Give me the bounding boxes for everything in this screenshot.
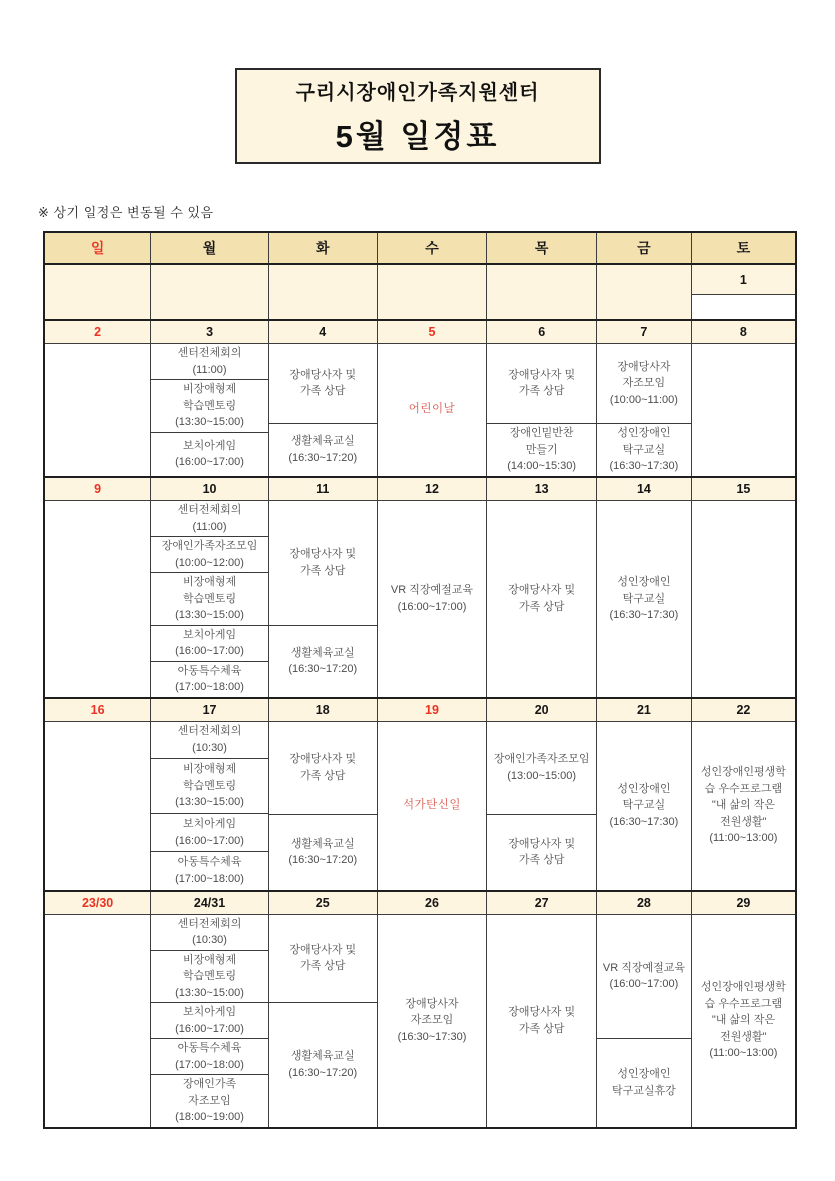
day-cell-content bbox=[487, 501, 596, 697]
event-line: 성인장애인 bbox=[617, 576, 671, 588]
event-line: 생활체육교실 bbox=[290, 837, 355, 850]
date-cell: 10 bbox=[151, 477, 269, 501]
event-block bbox=[597, 423, 691, 476]
day-cell bbox=[691, 914, 796, 1128]
event-block bbox=[151, 661, 268, 697]
day-cell bbox=[44, 721, 151, 891]
event-line: VR 직장예절교육 bbox=[602, 961, 685, 974]
event-line: 전원생활" bbox=[720, 1030, 767, 1043]
day-cell-content bbox=[487, 915, 596, 1127]
event-line: 센터전체회의 bbox=[177, 917, 242, 930]
event-line: 장애당사자 bbox=[617, 360, 671, 373]
day-cell-content bbox=[692, 344, 795, 476]
event-line: 탁구교실 bbox=[622, 592, 666, 605]
day-cell bbox=[268, 344, 377, 478]
event-line: (11:00) bbox=[192, 363, 227, 376]
day-cell-content bbox=[151, 295, 268, 320]
event-line: 탁구교실 bbox=[622, 443, 666, 456]
day-cell-content bbox=[487, 344, 596, 476]
event-line: (17:00~18:00) bbox=[175, 872, 244, 885]
date-cell: 29 bbox=[691, 891, 796, 915]
date-cell: 21 bbox=[597, 698, 692, 722]
event-block bbox=[269, 423, 377, 476]
date-cell: 2 bbox=[44, 320, 151, 344]
day-cell-content bbox=[378, 501, 487, 697]
date-row bbox=[44, 698, 796, 722]
event-line: (10:30) bbox=[192, 934, 227, 946]
event-line: 장애당사자 및 bbox=[508, 1006, 576, 1018]
date-cell bbox=[377, 264, 487, 295]
event-line: (16:00~17:00) bbox=[609, 978, 679, 991]
event-block bbox=[692, 763, 795, 848]
day-cell bbox=[377, 295, 487, 321]
holiday-label bbox=[378, 400, 487, 419]
date-cell: 5 bbox=[377, 320, 487, 344]
event-line: (16:30~17:30) bbox=[609, 460, 679, 473]
page-title: 5월 일정표 bbox=[335, 119, 500, 154]
day-cell bbox=[691, 721, 796, 891]
day-cell-content bbox=[487, 722, 596, 890]
event-block bbox=[597, 780, 691, 832]
event-line: 가족 상담 bbox=[299, 769, 346, 782]
event-block bbox=[597, 573, 691, 625]
date-cell bbox=[151, 264, 269, 295]
date-cell: 20 bbox=[487, 698, 597, 722]
date-cell: 3 bbox=[151, 320, 269, 344]
day-cell-content bbox=[269, 344, 377, 476]
event-line: 학습멘토링 bbox=[182, 592, 237, 605]
dow-header-일: 일 bbox=[44, 232, 151, 264]
day-cell-content bbox=[45, 295, 150, 320]
day-cell bbox=[44, 501, 151, 698]
date-cell: 18 bbox=[268, 698, 377, 722]
events-row bbox=[44, 501, 796, 698]
event-line: 성인장애인 bbox=[617, 782, 671, 795]
event-line: (16:30~17:30) bbox=[397, 1030, 467, 1043]
event-line: (16:00~17:00) bbox=[175, 1022, 244, 1035]
day-cell-content bbox=[692, 915, 795, 1127]
event-line: (11:00) bbox=[192, 520, 227, 533]
event-block bbox=[487, 814, 596, 890]
date-cell: 12 bbox=[377, 477, 487, 501]
event-block bbox=[487, 423, 596, 476]
day-cell bbox=[377, 721, 487, 891]
day-cell-content bbox=[45, 915, 150, 1127]
event-line: (16:00~17:00) bbox=[175, 456, 244, 469]
date-cell: 19 bbox=[377, 698, 487, 722]
event-block bbox=[151, 536, 268, 572]
event-block bbox=[269, 625, 377, 697]
event-line: (16:30~17:20) bbox=[288, 1066, 358, 1079]
event-block bbox=[151, 379, 268, 432]
date-cell bbox=[597, 264, 692, 295]
day-cell bbox=[597, 344, 692, 478]
event-line: 어린이날 bbox=[408, 403, 456, 416]
date-cell bbox=[268, 264, 377, 295]
event-block bbox=[269, 814, 377, 890]
event-line: (14:00~15:30) bbox=[507, 460, 577, 473]
event-line: 가족 상담 bbox=[299, 960, 346, 973]
day-cell-content bbox=[487, 295, 596, 320]
event-block bbox=[487, 1003, 596, 1038]
event-line: (11:00~13:00) bbox=[709, 1047, 778, 1060]
day-cell bbox=[268, 914, 377, 1128]
event-line: (10:30) bbox=[192, 741, 227, 754]
event-line: (17:00~18:00) bbox=[175, 1058, 244, 1071]
day-cell bbox=[44, 914, 151, 1128]
event-line: 비장애형제 bbox=[182, 576, 237, 588]
day-cell-content bbox=[269, 501, 377, 697]
day-cell bbox=[691, 501, 796, 698]
day-cell-content bbox=[597, 722, 691, 890]
event-line: "내 삶의 작은 bbox=[711, 1014, 775, 1027]
event-line: 가족 상담 bbox=[518, 854, 565, 867]
events-row bbox=[44, 344, 796, 478]
events-row bbox=[44, 721, 796, 891]
event-line: (10:00~12:00) bbox=[175, 556, 244, 569]
event-block bbox=[487, 581, 596, 616]
event-line: (16:30~17:30) bbox=[609, 815, 679, 828]
day-cell bbox=[151, 295, 269, 321]
event-block bbox=[269, 501, 377, 625]
day-cell bbox=[487, 721, 597, 891]
date-cell: 24/31 bbox=[151, 891, 269, 915]
event-block bbox=[597, 915, 691, 1039]
day-cell-content bbox=[692, 295, 795, 319]
events-row bbox=[44, 295, 796, 321]
dow-header-화: 화 bbox=[268, 232, 377, 264]
day-cell bbox=[597, 914, 692, 1128]
event-line: (13:30~15:00) bbox=[175, 796, 244, 809]
schedule-note: ※ 상기 일정은 변동될 수 있음 bbox=[38, 205, 214, 220]
event-line: (16:30~17:20) bbox=[288, 663, 358, 675]
date-cell: 16 bbox=[44, 698, 151, 722]
event-line: 센터전체회의 bbox=[177, 504, 242, 516]
dow-header-월: 월 bbox=[151, 232, 269, 264]
event-line: 탁구교실휴강 bbox=[612, 1084, 676, 1097]
event-line: (13:30~15:00) bbox=[175, 416, 244, 428]
event-line: 전원생활" bbox=[720, 815, 767, 828]
day-cell bbox=[44, 344, 151, 478]
event-line: (16:00~17:00) bbox=[397, 600, 467, 613]
event-line: (16:30~17:20) bbox=[288, 451, 358, 464]
event-line: 장애당사자 및 bbox=[289, 753, 357, 766]
event-line: 센터전체회의 bbox=[177, 725, 242, 738]
event-line: 자조모임 bbox=[188, 1094, 231, 1107]
day-cell-content bbox=[45, 722, 150, 890]
day-cell bbox=[691, 295, 796, 321]
event-block bbox=[269, 344, 377, 423]
event-line: 장애인가족 bbox=[182, 1078, 237, 1090]
day-cell-content bbox=[692, 722, 795, 890]
event-line: (16:00~17:00) bbox=[175, 834, 244, 847]
event-line: 가족 상담 bbox=[518, 385, 565, 398]
event-line: 학습멘토링 bbox=[182, 779, 237, 792]
event-line: 장애당사자 및 bbox=[508, 368, 576, 381]
dow-header-수: 수 bbox=[377, 232, 487, 264]
event-line: 생활체육교실 bbox=[290, 646, 355, 659]
event-line: 아동특수체육 bbox=[177, 1042, 242, 1054]
date-cell: 1 bbox=[691, 264, 796, 295]
day-cell-content bbox=[269, 295, 377, 320]
event-block bbox=[151, 950, 268, 1003]
event-line: (16:30~17:20) bbox=[288, 854, 358, 867]
date-row bbox=[44, 320, 796, 344]
day-cell-content bbox=[45, 501, 150, 697]
day-cell bbox=[44, 295, 151, 321]
event-block bbox=[378, 995, 487, 1047]
title-box bbox=[235, 68, 601, 164]
event-block bbox=[269, 915, 377, 1002]
event-block bbox=[487, 344, 596, 423]
event-block bbox=[692, 978, 795, 1063]
day-cell bbox=[151, 501, 269, 698]
event-block bbox=[151, 501, 268, 536]
calendar-table bbox=[43, 231, 797, 1129]
day-cell bbox=[597, 501, 692, 698]
event-line: 보치아게임 bbox=[182, 628, 237, 641]
event-line: 장애당사자 bbox=[405, 997, 459, 1010]
day-cell-content bbox=[151, 344, 268, 476]
events-row bbox=[44, 914, 796, 1128]
event-line: 생활체육교실 bbox=[290, 435, 355, 448]
event-line: (10:00~11:00) bbox=[609, 393, 678, 406]
day-cell-content bbox=[45, 344, 150, 476]
event-line: (13:00~15:00) bbox=[507, 769, 577, 782]
event-line: 센터전체회의 bbox=[177, 347, 242, 359]
day-cell-content bbox=[269, 722, 377, 890]
event-line: 학습멘토링 bbox=[182, 970, 237, 982]
event-line: 가족 상담 bbox=[299, 564, 346, 577]
day-cell bbox=[377, 344, 487, 478]
day-cell bbox=[268, 721, 377, 891]
event-block bbox=[151, 758, 268, 813]
event-block bbox=[151, 572, 268, 625]
event-line: 비장애형제 bbox=[182, 763, 237, 776]
day-cell bbox=[487, 295, 597, 321]
date-cell: 28 bbox=[597, 891, 692, 915]
date-cell: 26 bbox=[377, 891, 487, 915]
event-line: 장애당사자 및 bbox=[289, 943, 357, 956]
event-line: 성인장애인 bbox=[617, 427, 671, 440]
day-cell-content bbox=[378, 915, 487, 1127]
day-cell-content bbox=[692, 501, 795, 697]
event-line: (11:00~13:00) bbox=[709, 832, 778, 845]
event-line: 습 우수프로그램 bbox=[704, 997, 783, 1010]
event-block bbox=[151, 1038, 268, 1074]
event-block bbox=[269, 722, 377, 814]
event-line: 비장애형제 bbox=[182, 383, 237, 395]
event-line: (17:00~18:00) bbox=[175, 681, 244, 693]
day-cell-content bbox=[378, 344, 487, 476]
day-cell bbox=[151, 914, 269, 1128]
event-line: 장애인가족자조모임 bbox=[161, 540, 258, 552]
day-cell bbox=[268, 501, 377, 698]
date-row bbox=[44, 477, 796, 501]
date-cell bbox=[487, 264, 597, 295]
day-cell-content bbox=[378, 722, 487, 890]
dow-header-금: 금 bbox=[597, 232, 692, 264]
event-line: 석가탄신일 bbox=[402, 798, 461, 811]
event-line: 아동특수체육 bbox=[177, 664, 242, 677]
date-row bbox=[44, 891, 796, 915]
event-line: 자조모임 bbox=[622, 377, 666, 390]
event-line: (16:00~17:00) bbox=[175, 645, 244, 657]
day-cell-content bbox=[597, 501, 691, 697]
event-line: 가족 상담 bbox=[518, 600, 565, 613]
dow-header-토: 토 bbox=[691, 232, 796, 264]
event-line: 가족 상담 bbox=[518, 1022, 565, 1035]
day-cell-content bbox=[151, 501, 268, 697]
event-block bbox=[151, 915, 268, 950]
date-row bbox=[44, 264, 796, 295]
org-name: 구리시장애인가족지원센터 bbox=[295, 82, 540, 104]
event-line: 보치아게임 bbox=[182, 818, 237, 831]
date-cell: 9 bbox=[44, 477, 151, 501]
event-line: 자조모임 bbox=[410, 1014, 454, 1027]
event-block bbox=[151, 1074, 268, 1127]
event-line: 습 우수프로그램 bbox=[704, 782, 783, 795]
event-block bbox=[151, 851, 268, 890]
event-line: 탁구교실 bbox=[622, 799, 666, 812]
event-line: 만들기 bbox=[525, 443, 558, 456]
event-line: 가족 상담 bbox=[299, 385, 346, 398]
day-cell bbox=[691, 344, 796, 478]
date-cell bbox=[44, 264, 151, 295]
date-cell: 25 bbox=[268, 891, 377, 915]
day-cell bbox=[487, 501, 597, 698]
day-cell bbox=[487, 914, 597, 1128]
day-of-week-row bbox=[44, 232, 796, 264]
day-cell-content bbox=[597, 295, 691, 320]
event-line: (13:30~15:00) bbox=[175, 609, 244, 621]
event-line: (13:30~15:00) bbox=[175, 986, 244, 999]
date-cell: 11 bbox=[268, 477, 377, 501]
dow-header-목: 목 bbox=[487, 232, 597, 264]
date-cell: 15 bbox=[691, 477, 796, 501]
date-cell: 27 bbox=[487, 891, 597, 915]
date-cell: 8 bbox=[691, 320, 796, 344]
event-line: VR 직장예절교육 bbox=[390, 584, 474, 597]
day-cell bbox=[151, 344, 269, 478]
date-cell: 4 bbox=[268, 320, 377, 344]
event-block bbox=[151, 813, 268, 851]
date-cell: 22 bbox=[691, 698, 796, 722]
day-cell-content bbox=[151, 722, 268, 890]
event-line: "내 삶의 작은 bbox=[711, 799, 775, 812]
date-cell: 13 bbox=[487, 477, 597, 501]
event-block bbox=[597, 1038, 691, 1126]
event-block bbox=[597, 344, 691, 423]
holiday-label bbox=[378, 796, 487, 815]
day-cell-content bbox=[378, 295, 487, 320]
date-cell: 23/30 bbox=[44, 891, 151, 915]
event-block bbox=[151, 625, 268, 661]
day-cell bbox=[597, 721, 692, 891]
event-line: 성인장애인 bbox=[617, 1068, 671, 1081]
date-cell: 6 bbox=[487, 320, 597, 344]
day-cell-content bbox=[269, 915, 377, 1127]
event-block bbox=[487, 722, 596, 814]
event-line: (16:30~17:30) bbox=[609, 609, 679, 621]
date-cell: 7 bbox=[597, 320, 692, 344]
event-line: (18:00~19:00) bbox=[175, 1111, 244, 1123]
event-line: 장애인밑반찬 bbox=[509, 427, 574, 440]
day-cell-content bbox=[597, 915, 691, 1127]
event-line: 장애당사자 및 bbox=[508, 837, 576, 850]
event-line: 생활체육교실 bbox=[290, 1050, 355, 1063]
day-cell bbox=[597, 295, 692, 321]
day-cell-content bbox=[597, 344, 691, 476]
event-line: 학습멘토링 bbox=[182, 399, 237, 412]
event-block bbox=[151, 722, 268, 759]
event-block bbox=[269, 1002, 377, 1127]
event-block bbox=[151, 344, 268, 379]
event-line: 아동특수체육 bbox=[177, 856, 242, 869]
event-line: 장애당사자 및 bbox=[289, 548, 357, 561]
event-line: 보치아게임 bbox=[182, 1006, 237, 1018]
day-cell-content bbox=[151, 915, 268, 1127]
day-cell bbox=[377, 914, 487, 1128]
event-line: 성인장애인평생학 bbox=[700, 981, 786, 994]
event-line: 장애인가족자조모임 bbox=[493, 753, 590, 766]
event-block bbox=[151, 1002, 268, 1038]
event-line: 장애당사자 및 bbox=[289, 368, 357, 381]
day-cell bbox=[377, 501, 487, 698]
event-block bbox=[378, 581, 487, 616]
event-block bbox=[151, 432, 268, 477]
day-cell bbox=[487, 344, 597, 478]
event-line: 보치아게임 bbox=[182, 439, 237, 452]
day-cell bbox=[151, 721, 269, 891]
date-cell: 14 bbox=[597, 477, 692, 501]
day-cell bbox=[268, 295, 377, 321]
event-line: 장애당사자 및 bbox=[508, 584, 576, 597]
date-cell: 17 bbox=[151, 698, 269, 722]
event-line: 성인장애인평생학 bbox=[700, 766, 786, 779]
event-line: 비장애형제 bbox=[182, 953, 237, 966]
